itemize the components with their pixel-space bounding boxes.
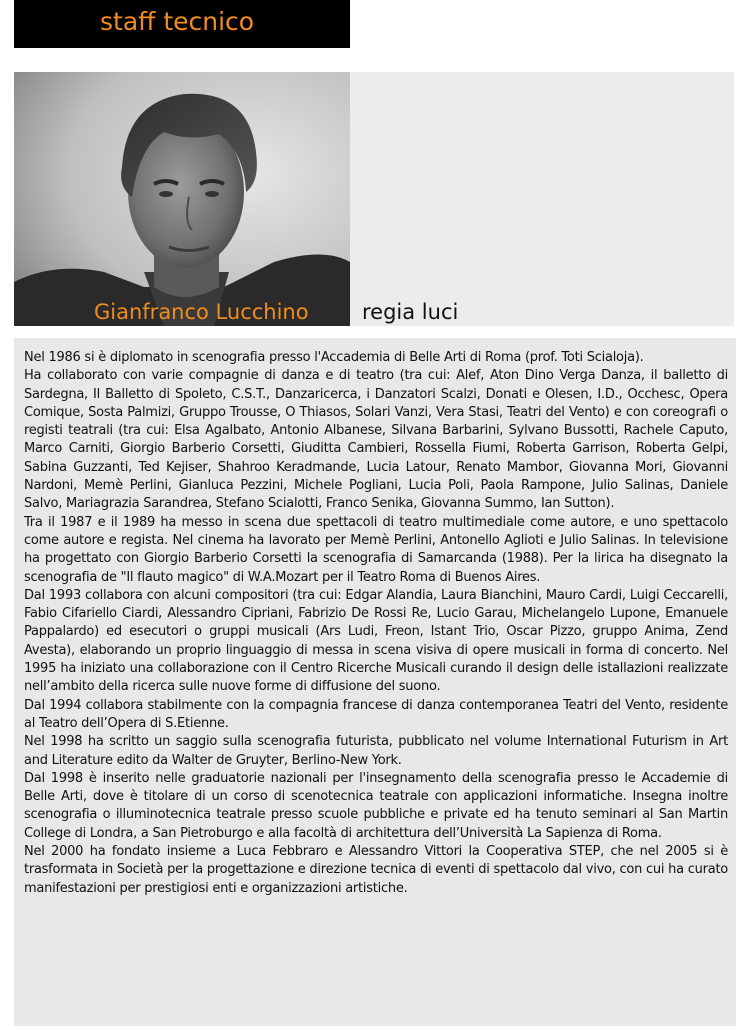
- person-role: regia luci: [362, 300, 459, 324]
- bio-paragraph: Dal 1998 è inserito nelle graduatorie nazionali per l'insegnamento della scenografia presso le Accademie di Belle Arti, dove è titolare di un corso di scenotecnica teatrale con applicazioni informatiche. Insegna inoltre scenografia o illuminotecnica teatrale presso scuole pubbliche e private ed ha tenuto seminari al San Martin College di Londra, a San Pietroburgo e alla facoltà di architettura dell’Università La Sapienza di Roma.: [24, 770, 728, 841]
- bio-paragraph: Dal 1994 collabora stabilmente con la compagnia francese di danza contemporanea Teatri del Vento, residente al Teatro dell’Opera di S.Etienne.: [24, 697, 728, 731]
- bio-paragraph: Nel 1986 si è diplomato in scenografia presso l'Accademia di Belle Arti di Roma (prof. Toti Scialoja).: [24, 350, 644, 365]
- page-title: staff tecnico: [100, 7, 255, 36]
- header-bar: [14, 0, 350, 48]
- bio-paragraph: Tra il 1987 e il 1989 ha messo in scena due spettacoli di teatro multimediale come autore, e uno spettacolo come autore e regista. Nel cinema ha lavorato per Memè Perlini, Antonello Aglioti e Julio Salinas. In televisione ha progettato con Giorgio Barberio Corsetti la scenografia di Samarcanda (1988). Per la lirica ha disegnato la scenografia de "Il flauto magico" di W.A.Mozart per il Teatro Roma di Buenos Aires.: [24, 514, 728, 585]
- bio-paragraph: Ha collaborato con varie compagnie di danza e di teatro (tra cui: Alef, Aton Dino Verga Danza, il balletto di Sardegna, Il Balletto di Spoleto, C.S.T., Danzaricerca, i Danzatori Scalzi, Donati e Olesen, I.D., Occhesc, Opera Comique, Sosta Palmizi, Gruppo Trousse, O Thiasos, Solari Vanzi, Vera Stasi, Teatri del Vento) e con coreografi o registi teatrali (tra cui: Elsa Agalbato, Antonio Albanese, Silvana Barbarini, Sylvano Bussotti, Rachele Caputo, Marco Carniti, Giorgio Barberio Corsetti, Giuditta Cambieri, Rossella Fiumi, Roberta Garrison, Roberta Gelpi, Sabina Guzzanti, Ted Kejiser, Shahroo Keradmande, Lucia Latour, Renato Mambor, Giovanna Mori, Giovanni Nardoni, Memè Perlini, Gianluca Pezzini, Michele Pogliani, Lucia Poli, Paola Rampone, Julio Salinas, Daniele Salvo, Mariagrazia Sarandrea, Stefano Scialotti, Franco Senika, Giovanna Summo, Ian Sutton).: [24, 368, 728, 512]
- bio-paragraph: Dal 1993 collabora con alcuni compositori (tra cui: Edgar Alandia, Laura Bianchini, Mauro Cardi, Luigi Ceccarelli, Fabio Cifariello Ciardi, Alessandro Cipriani, Fabrizio De Rossi Re, Lucio Garau, Michelangelo Lupone, Emanuele Pappalardo) ed esecutori o gruppi musicali (Ars Ludi, Freon, Istant Trio, Oscar Pizzo, gruppo Anima, Zend Avesta), elaborando un proprio linguaggio di messa in scena visiva di opere musicali in forma di concerto. Nel 1995 ha iniziato una collaborazione con il Centro Ricerche Musicali curando il design delle istallazioni realizzate nell’ambito della ricerca sulle nuove forme di diffusione del suono.: [24, 587, 728, 695]
- person-name: Gianfranco Lucchino: [94, 300, 309, 324]
- bio-paragraph: Nel 2000 ha fondato insieme a Luca Febbraro e Alessandro Vittori la Cooperativa STEP, che nel 2005 si è trasformata in Società per la progettazione e direzione tecnica di eventi di spettacolo dal vivo, con cui ha curato manifestazioni per prestigiosi enti e organizzazioni artistiche.: [24, 844, 728, 896]
- portrait-photo: [14, 72, 350, 326]
- bio-text: [24, 349, 728, 898]
- bio-paragraph: Nel 1998 ha scritto un saggio sulla scenografia futurista, pubblicato nel volume International Futurism in Art and Literature edito da Walter de Gruyter, Berlino-New York.: [24, 734, 728, 768]
